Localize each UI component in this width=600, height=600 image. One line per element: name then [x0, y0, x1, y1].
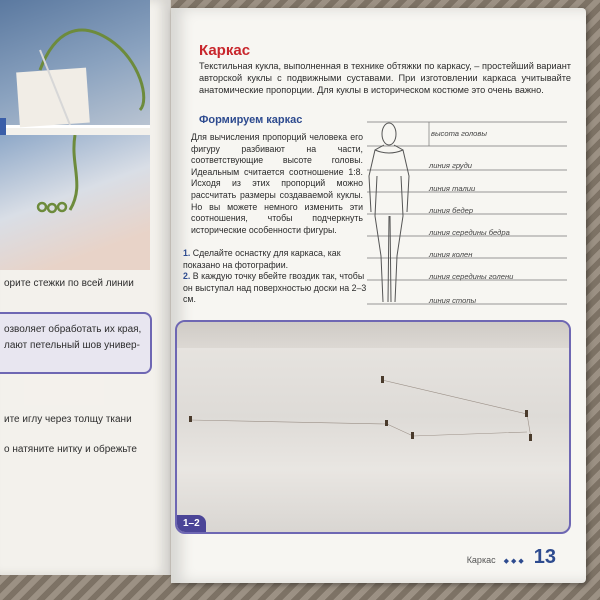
- label-head: высота головы: [431, 129, 487, 138]
- step-1-number: 1.: [183, 248, 191, 258]
- body-silhouette-diagram: [367, 116, 567, 316]
- label-hips: линия бедер: [429, 206, 474, 215]
- label-mid-shin: линия середины голени: [429, 272, 514, 281]
- step-1: [183, 248, 368, 271]
- label-waist: линия талии: [429, 184, 476, 193]
- left-page: [0, 0, 171, 575]
- step-2-number: 2.: [183, 271, 191, 282]
- left-line2: о натяните нитку и обрежьте: [4, 444, 137, 455]
- label-feet: линия стопы: [429, 296, 477, 305]
- page-footer: [467, 546, 556, 569]
- section-subtitle: Формируем каркас: [199, 114, 303, 126]
- nails-and-thread: [177, 322, 569, 532]
- needle-thread-illustration: [0, 0, 150, 125]
- page-number: 13: [533, 546, 556, 568]
- photo-badge: 1–2: [177, 515, 206, 532]
- steps-list: [183, 248, 368, 306]
- photo-stitching-bottom: [0, 135, 150, 270]
- thread-loops-illustration: [0, 135, 150, 270]
- page-title: Каркас: [199, 42, 251, 59]
- left-caption: орите стежки по всей линии: [4, 278, 134, 289]
- footer-section: Каркас: [466, 555, 496, 565]
- step-1-text: Сделайте оснастку для каркаса, как показано на фотографии.: [183, 248, 341, 270]
- step-2-text: В каждую точку вбейте гвоздик так, чтобы он выступал над поверхностью доски на 2–3 см.: [183, 271, 367, 305]
- photo-stitching-top: [0, 0, 150, 128]
- label-knees: линия колен: [429, 250, 473, 259]
- right-page: [171, 8, 586, 583]
- footer-dots: ◆◆◆: [503, 558, 526, 565]
- label-mid-thigh: линия середины бедра: [429, 228, 510, 237]
- intro-paragraph: Текстильная кукла, выполненная в технике обтяжки по каркасу, – простейший вариант авторской куклы с подвижными суставами. При изготовлении каркаса учитывайте анатомические пропорции. Для куклы в историческом костюме это очень важно.: [199, 61, 571, 95]
- left-box-line2: лают петельный шов универ-: [4, 340, 140, 351]
- left-box-line1: озволяет обработать их края,: [4, 324, 142, 335]
- step-2: [183, 271, 368, 306]
- left-info-box: [0, 312, 152, 374]
- proportions-figure: [367, 116, 567, 316]
- label-chest: линия груди: [429, 161, 473, 170]
- board-photo: [175, 320, 571, 534]
- left-line1: ите иглу через толщу ткани: [4, 414, 132, 425]
- body-paragraph: Для вычисления пропорций человека его фигуру разбивают на части, соответствующие высоте головы. Идеальным считается соотношение 1:8. Исходя из этих пропорций можно рассчитать размеры создаваемой куклы. Но вы можете немного изменить эти соотношения, чтобы подчеркнуть исторические особенности фигуры.: [191, 132, 363, 235]
